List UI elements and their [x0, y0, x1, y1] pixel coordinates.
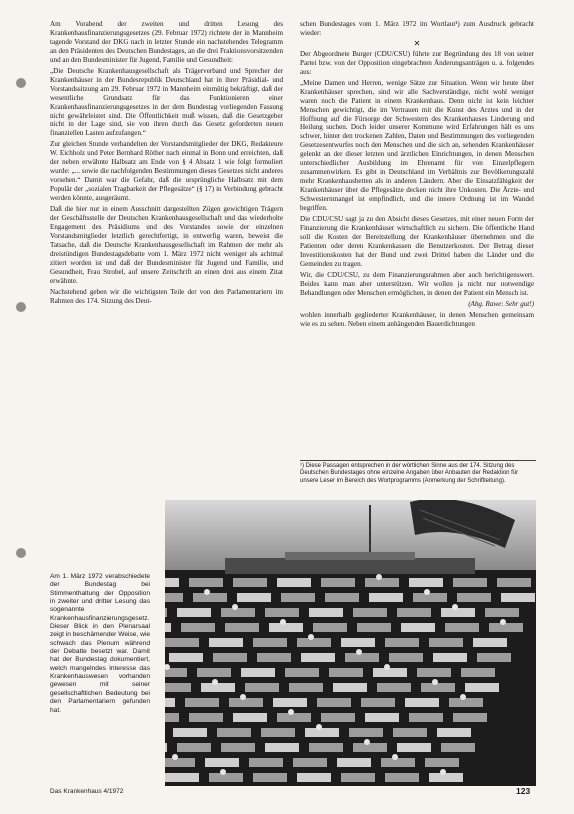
- bench: [165, 773, 199, 782]
- bench: [461, 668, 495, 677]
- seated-person: [432, 679, 438, 685]
- seated-person: [356, 649, 362, 655]
- bench: [485, 608, 519, 617]
- bench: [457, 593, 491, 602]
- page-number: 123: [516, 786, 531, 796]
- bench: [269, 623, 303, 632]
- bench: [165, 608, 167, 617]
- bench: [165, 743, 167, 752]
- bench: [429, 638, 463, 647]
- bench: [401, 623, 435, 632]
- bench: [177, 743, 211, 752]
- seated-person: [212, 679, 218, 685]
- bench: [197, 668, 231, 677]
- bench: [309, 608, 343, 617]
- interjection: (Abg. Rawe: Sehr gut!): [468, 299, 534, 308]
- bench: [309, 743, 343, 752]
- bench: [213, 653, 247, 662]
- bench: [373, 668, 407, 677]
- seated-person: [376, 574, 382, 580]
- bench: [477, 653, 511, 662]
- bench: [405, 698, 439, 707]
- bench: [397, 743, 431, 752]
- punch-hole: [16, 78, 26, 88]
- bench: [165, 623, 171, 632]
- paragraph: Nachstehend geben wir die wichtigsten Teile der von den Parlamentariern im Rahmen des 174. Sitzung des Deut-: [50, 287, 283, 305]
- seated-person: [280, 619, 286, 625]
- seated-person: [172, 754, 178, 760]
- bench: [221, 743, 255, 752]
- bench: [333, 683, 367, 692]
- paragraph: Die CDU/CSU sagt ja zu den Absicht dieses Gesetzes, mit einer neuen Form der Finanzierung die Krankenhäuser wirtschaftlich zu sichern. Die öffentliche Hand soll die Kosten der Bereitstellung der Krankenhäuser übernehmen und die Patienten oder deren Krankenkassen die Benutzerkosten. Der Betrag dieser Investitionskosten hat der Bund und zwei Drittel haben die Länder und die Gemeinden zu tragen.: [300, 215, 534, 268]
- punch-hole: [16, 548, 26, 558]
- bench: [489, 623, 523, 632]
- bench: [229, 698, 263, 707]
- bench: [433, 653, 467, 662]
- bench: [421, 683, 455, 692]
- bench: [441, 608, 475, 617]
- bench: [341, 773, 375, 782]
- bench: [185, 698, 219, 707]
- bench: [369, 593, 403, 602]
- bench: [177, 608, 211, 617]
- bench: [209, 773, 243, 782]
- bench: [277, 578, 311, 587]
- bench: [413, 593, 447, 602]
- bench: [497, 578, 531, 587]
- bench: [261, 728, 295, 737]
- bench: [449, 698, 483, 707]
- bench: [257, 653, 291, 662]
- bench: [337, 758, 371, 767]
- bench: [385, 638, 419, 647]
- bench: [397, 608, 431, 617]
- seated-person: [500, 619, 506, 625]
- bench: [165, 593, 183, 602]
- bench: [345, 653, 379, 662]
- bench: [289, 683, 323, 692]
- bench: [233, 578, 267, 587]
- bench: [381, 758, 415, 767]
- seated-person: [384, 664, 390, 670]
- seated-person: [288, 709, 294, 715]
- bench: [205, 758, 239, 767]
- bench: [241, 668, 275, 677]
- bench: [277, 713, 311, 722]
- bench: [285, 668, 319, 677]
- bench: [385, 773, 419, 782]
- paragraph: Am Vorabend der zweiten und dritten Lesung des Krankenhausfinanzierungsgesetzes (29. Februar 1972) richtete der in Mannheim tagende Vorstand der DKG nach in letzter Stunde ein nachstehendes Telegramm an den Präsidenten des Deutschen Bundestages, an die drei Fraktionsvorsitzenden und an den Bundesminister für Jugend, Familie und Gesundheit:: [50, 20, 283, 64]
- bench: [409, 713, 443, 722]
- plenary-hall-illustration: [165, 500, 536, 786]
- bench: [173, 728, 207, 737]
- bench: [165, 713, 179, 722]
- bench: [181, 623, 215, 632]
- bench: [437, 728, 471, 737]
- bench: [221, 608, 255, 617]
- seated-person: [440, 769, 446, 775]
- photo-caption: Am 1. März 1972 verabschiedete der Bundestag bei Stimmenthaltung der Opposition in zweiter und dritter Lesung das sogenannte Krankenhausfinanzierungsgesetz. Dieser Blick in den Plenarsaal zeigt in beschämender Weise, wie schwach das Plenum während der Debatte besetzt war. Damit hat der Bundestag dokumentiert, welch mangelndes Interesse das Krankenhauswesen vorhanden gewesen mit seiner gesellschaftlichen Bedeutung bei den Parlamentariern gefunden hat.: [50, 573, 150, 714]
- bench: [249, 758, 283, 767]
- bench: [353, 743, 387, 752]
- left-column: [50, 20, 283, 308]
- paragraph: schen Bundestages vom 1. März 1972 im Wortlaut¹) zum Ausdruck gebracht wieder:: [300, 20, 534, 37]
- bench: [473, 638, 507, 647]
- bench: [341, 638, 375, 647]
- paragraph: wohlen innerhalb gegliederter Krankenhäuser, in denen Menschen gemeinsam wie es zu sehen. Neben einem anhängenden Bauerdichtungen: [300, 310, 534, 328]
- bench: [217, 728, 251, 737]
- bench: [193, 593, 227, 602]
- bench: [325, 593, 359, 602]
- photo-section: [50, 500, 536, 786]
- bench: [425, 758, 459, 767]
- paragraph: Der Abgeordnete Burger (CDU/CSU) führte zur Begründung des 18 von seiner Partei bzw. von der Opposition eingebrachten Änderungsanträgen u. a. folgendes aus:: [300, 49, 534, 76]
- bench: [233, 713, 267, 722]
- plenary-hall-photo: [165, 500, 536, 786]
- bench: [365, 713, 399, 722]
- seated-person: [232, 604, 238, 610]
- bench: [349, 728, 383, 737]
- paragraph: Wir, die CDU/CSU, zu dem Finanzierungsrahmen aber auch berichtigenswert. Beides kann man aber unterstützen. Wir wollen ja nicht nur notwendige Behandlungen oder Menschen ermöglichen, in denen der Patient ein Mensch ist.: [300, 270, 534, 297]
- seated-person: [424, 589, 430, 595]
- bench: [165, 683, 191, 692]
- bench: [253, 773, 287, 782]
- bench: [501, 593, 535, 602]
- bench: [409, 578, 443, 587]
- bench: [453, 578, 487, 587]
- telegram-quote: „Die Deutsche Krankenhausgesellschaft als Trägerverband und Sprecher der Krankenhäuser in der Bundesrepublik Deutschland hat in ihrer Präsidial- und Vorstandssitzung am 29. Februar 1972 in Mannheim einmütig bekräftigt, daß der wesentliche Grundsatz für das Funktionieren einer Krankenhausfinanzierungsgesetzes in der dem Bundestag vorliegenden Fassung nicht gewährleistet sind. Die Öffentlichkeit muß wissen, daß die Gesetzgeber nicht in der Lage sind, sie von ihren durch das Gesetz geforderten neuen finanziellen Lasten aufzufangen.“: [50, 66, 283, 138]
- bench: [313, 623, 347, 632]
- bench: [417, 668, 451, 677]
- bench: [265, 608, 299, 617]
- bench: [305, 728, 339, 737]
- paragraph: Daß die hier nur in einem Ausschnitt dargestellten Zügen gewichtigen Trägern der Geschäftsstelle der Deutschen Krankenhausgesellschaft und das wiederholte Engagement des Präsidiums und des Vorstandes sowie der einzelnen Vorstandsmitglieder letztlich gerechtfertigt, in entwerfig waren, beweist die Tatsache, daß die Deutsche Krankenhausgesellschaft im Rahmen der mehr als dreistündigen Bundestagsdebatte vom 1. März 1972 nicht weniger als achtmal zitiert worden ist und daß der Bundesminister für Jugend und Familie, und Gesundheit, Frau Strobel, auf unsere Zeitschrift an einen drei aus einem Zitat erwähnte.: [50, 205, 283, 285]
- seated-person: [392, 754, 398, 760]
- bench: [377, 683, 411, 692]
- journal-footer: Das Krankenhaus 4/1972: [50, 788, 124, 795]
- bench: [317, 698, 351, 707]
- bench: [329, 668, 363, 677]
- bench: [245, 683, 279, 692]
- bench: [357, 623, 391, 632]
- seated-person: [240, 694, 246, 700]
- bench: [321, 578, 355, 587]
- section-separator: ✕: [413, 38, 421, 48]
- bench: [453, 713, 487, 722]
- seated-person: [364, 739, 370, 745]
- bench: [209, 638, 243, 647]
- bench: [465, 683, 499, 692]
- paragraph: Zur gleichen Stunde verhandelten der Vorstandsmitglieder der DKG, Redakteure W. Eichholz und Peter Bernhard Röther nach einmal in Bonn und erreichten, daß der neben erwähnte Halbsatz am Ende von § 4 Absatz 1 wie folgt formuliert wurde: „... sowie die nachfolgenden Bestimmungen dieses Gesetzes nicht anderes vorsehen.“ Damit war die Gefahr, daß die ursprüngliche Halbsatz mit dem Populär der „sozialen Tragbarkeit der Pflegesätze“ (§ 17) in Verbindung gebracht werden könnte, ausgeräumt.: [50, 140, 283, 203]
- bench: [165, 578, 179, 587]
- bench: [225, 623, 259, 632]
- bench: [253, 638, 287, 647]
- bench: [165, 698, 175, 707]
- right-column: [300, 20, 534, 330]
- bench: [297, 638, 331, 647]
- bench: [169, 653, 203, 662]
- bench: [281, 593, 315, 602]
- bench: [165, 758, 195, 767]
- bench: [365, 578, 399, 587]
- bench: [361, 698, 395, 707]
- bench: [165, 638, 199, 647]
- bench: [273, 698, 307, 707]
- seated-person: [452, 604, 458, 610]
- footnote: ¹) Diese Passagen entsprechen in der wörtlichen Sinne aus der 174. Sitzung des Deutschen Bundestages ohne einzelne Angaben über Anbauten der Redaktion für unsere Leser im Bereich des Wortprogramms (Anmerkung der Schriftleitung).: [300, 460, 536, 485]
- seated-person: [204, 589, 210, 595]
- bench: [441, 743, 475, 752]
- bench: [189, 578, 223, 587]
- seated-person: [316, 724, 322, 730]
- bench: [265, 743, 299, 752]
- punch-hole: [16, 302, 26, 312]
- bench: [445, 623, 479, 632]
- seated-person: [220, 769, 226, 775]
- bench: [201, 683, 235, 692]
- bench: [293, 758, 327, 767]
- bench: [429, 773, 463, 782]
- paragraph: „Meine Damen und Herren, wenige Sätze zur Situation. Wenn wir heute über Krankenhäuser sprechen, sind wir alle Sachverständige, nicht wohl weniger waren noch die Patient in einem Krankenhaus. Denn nicht ist kein leichter Menschen gewichtigt, die im Vertrauen mit die Kunst des Arztes und in der Hoffnung auf die Fürsorge der Schwestern des Krankenhauses Linderung und Heilung suchen. Doch leider unserer Kommune wird Erfahrungen hält es uns schwer, hinter den trockenen Zahlen, Daten und Bestimmungen des vorliegenden Gesetzesentwurfes noch den Menschen und die sich an, sehenden Krankenhäuser gelenkt an der dieser letzten und ärztlichen Einrichtungen, in denen Menschen unterschiedlicher Ausbildung im Ehrenamt für von Einzelpflegern zusammenwirken. Es gibt in Deutschland im Verhältnis zur Bevölkerungszahl mehr Krankenhausbetten als in anderen Ländern. Aber die Einsatzfähigkeit der Krankenhäuser über die Pflegesätze decken nicht ihre Unkosten. Die Ärzte- und Schwesternmangel ist empfindlich, und die innere Ordnung ist im Wandel begriffen.: [300, 78, 534, 213]
- bench: [389, 653, 423, 662]
- bench: [297, 773, 331, 782]
- bench: [301, 653, 335, 662]
- bench: [393, 728, 427, 737]
- bench: [321, 713, 355, 722]
- bench: [237, 593, 271, 602]
- bench: [353, 608, 387, 617]
- seated-person: [308, 634, 314, 640]
- seated-person: [460, 694, 466, 700]
- bench: [189, 713, 223, 722]
